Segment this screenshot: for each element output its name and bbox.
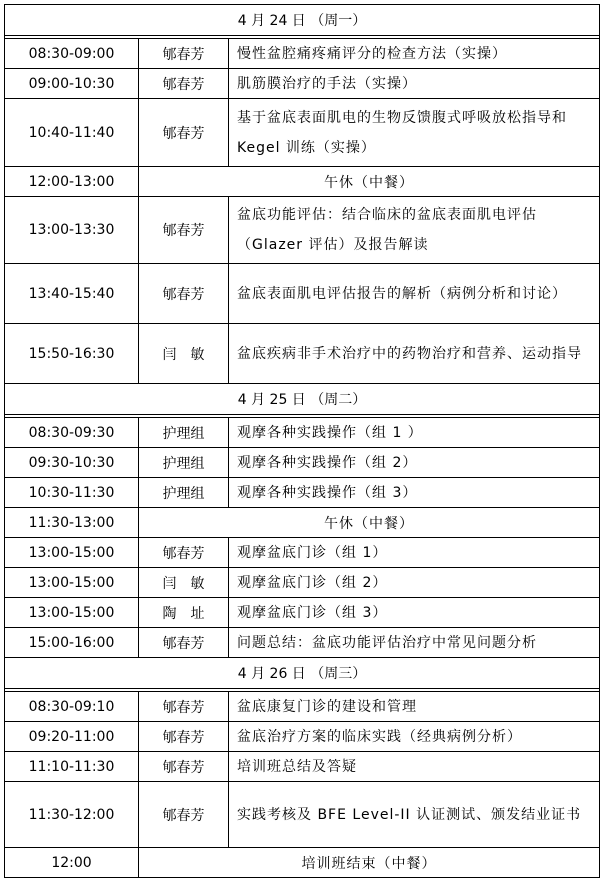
session-topic: 观摩盆底门诊（组 1） [229, 538, 600, 568]
session-speaker: 郇春芳 [139, 99, 229, 167]
break-label: 午休（中餐） [139, 508, 600, 538]
session-row [5, 538, 600, 568]
session-topic: 盆底疾病非手术治疗中的药物治疗和营养、运动指导 [229, 324, 600, 384]
session-topic: 盆底治疗方案的临床实践（经典病例分析） [229, 722, 600, 752]
session-topic: 观摩各种实践操作（组 1 ） [229, 418, 600, 448]
session-speaker: 郇春芳 [139, 197, 229, 264]
session-time: 15:50-16:30 [5, 324, 139, 384]
session-row [5, 448, 600, 478]
session-topic: 实践考核及 BFE Level-II 认证测试、颁发结业证书 [229, 782, 600, 848]
session-row [5, 752, 600, 782]
session-speaker: 护理组 [139, 448, 229, 478]
session-time: 13:00-15:00 [5, 598, 139, 628]
session-row [5, 628, 600, 658]
break-label: 午休（中餐） [139, 167, 600, 197]
session-time: 15:00-16:00 [5, 628, 139, 658]
session-time: 08:30-09:10 [5, 692, 139, 722]
session-row [5, 782, 600, 848]
session-row [5, 324, 600, 384]
break-time: 12:00-13:00 [5, 167, 139, 197]
session-row [5, 478, 600, 508]
session-topic: 盆底表面肌电评估报告的解析（病例分析和讨论） [229, 264, 600, 324]
day-header-row [5, 658, 600, 689]
session-time: 09:00-10:30 [5, 69, 139, 99]
session-speaker: 郇春芳 [139, 722, 229, 752]
session-time: 09:30-10:30 [5, 448, 139, 478]
session-topic: 观摩盆底门诊（组 3） [229, 598, 600, 628]
session-topic: 培训班总结及答疑 [229, 752, 600, 782]
session-row [5, 264, 600, 324]
session-row [5, 69, 600, 99]
session-speaker: 护理组 [139, 418, 229, 448]
session-topic: 观摩各种实践操作（组 3） [229, 478, 600, 508]
session-row [5, 598, 600, 628]
session-speaker: 郇春芳 [139, 752, 229, 782]
schedule-table [4, 4, 600, 878]
session-speaker: 郇春芳 [139, 692, 229, 722]
session-row [5, 692, 600, 722]
session-speaker: 郇春芳 [139, 39, 229, 69]
day-header: 4 月 25 日 （周二） [5, 384, 600, 415]
session-time: 08:30-09:00 [5, 39, 139, 69]
session-time: 09:20-11:00 [5, 722, 139, 752]
session-time: 13:00-15:00 [5, 568, 139, 598]
day-header-row [5, 5, 600, 36]
session-topic: 慢性盆腔痛疼痛评分的检查方法（实操） [229, 39, 600, 69]
session-time: 11:10-11:30 [5, 752, 139, 782]
session-time: 13:00-13:30 [5, 197, 139, 264]
session-speaker: 郇春芳 [139, 628, 229, 658]
break-row [5, 848, 600, 878]
session-speaker: 郇春芳 [139, 69, 229, 99]
session-speaker: 陶 址 [139, 598, 229, 628]
session-speaker: 郇春芳 [139, 782, 229, 848]
day-header: 4 月 24 日 （周一） [5, 5, 600, 36]
session-row [5, 418, 600, 448]
session-time: 13:40-15:40 [5, 264, 139, 324]
break-label: 培训班结束（中餐） [139, 848, 600, 878]
session-row [5, 39, 600, 69]
session-row [5, 568, 600, 598]
session-speaker: 郇春芳 [139, 264, 229, 324]
session-time: 11:30-12:00 [5, 782, 139, 848]
session-topic: 问题总结：盆底功能评估治疗中常见问题分析 [229, 628, 600, 658]
session-topic: 盆底功能评估：结合临床的盆底表面肌电评估（Glazer 评估）及报告解读 [229, 197, 600, 264]
session-row [5, 197, 600, 264]
break-time: 11:30-13:00 [5, 508, 139, 538]
session-topic: 观摩盆底门诊（组 2） [229, 568, 600, 598]
session-speaker: 闫 敏 [139, 324, 229, 384]
break-row [5, 508, 600, 538]
session-time: 13:00-15:00 [5, 538, 139, 568]
session-time: 10:30-11:30 [5, 478, 139, 508]
session-row [5, 722, 600, 752]
session-topic: 观摩各种实践操作（组 2） [229, 448, 600, 478]
session-speaker: 郇春芳 [139, 538, 229, 568]
session-topic: 基于盆底表面肌电的生物反馈腹式呼吸放松指导和 Kegel 训练（实操） [229, 99, 600, 167]
break-row [5, 167, 600, 197]
break-time: 12:00 [5, 848, 139, 878]
session-topic: 盆底康复门诊的建设和管理 [229, 692, 600, 722]
day-header-row [5, 384, 600, 415]
session-row [5, 99, 600, 167]
session-time: 10:40-11:40 [5, 99, 139, 167]
session-time: 08:30-09:30 [5, 418, 139, 448]
session-speaker: 护理组 [139, 478, 229, 508]
session-speaker: 闫 敏 [139, 568, 229, 598]
day-header: 4 月 26 日 （周三） [5, 658, 600, 689]
session-topic: 肌筋膜治疗的手法（实操） [229, 69, 600, 99]
